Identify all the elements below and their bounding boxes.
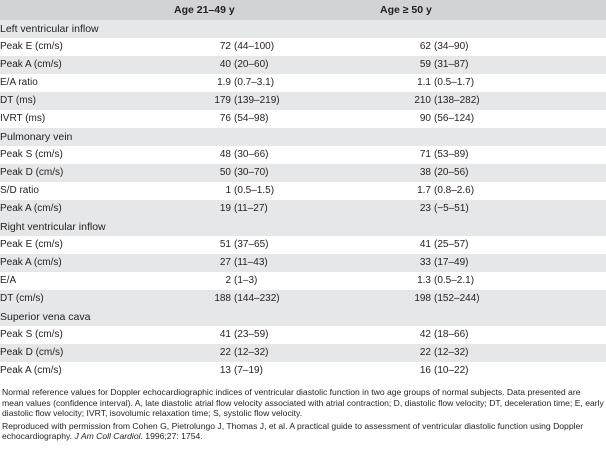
value-cell-age-21-49 — [174, 92, 380, 110]
table-row — [0, 110, 606, 128]
value-cell-age-21-49 — [174, 182, 380, 200]
confidence-interval: (37–65) — [234, 239, 269, 250]
row-label: Peak A (cm/s) — [0, 254, 174, 272]
confidence-interval: (0.7–3.1) — [234, 77, 275, 88]
value-cell-age-50-plus — [380, 290, 606, 308]
table-row — [0, 38, 606, 56]
table-row — [0, 182, 606, 200]
table-source — [2, 421, 604, 442]
confidence-interval: (11–43) — [234, 257, 268, 268]
confidence-interval: (139–219) — [234, 95, 280, 106]
section-title: Right ventricular inflow — [0, 218, 606, 236]
value-cell-age-21-49 — [174, 56, 380, 74]
value-cell-age-21-49 — [174, 362, 380, 380]
value-cell-age-50-plus — [380, 326, 606, 344]
confidence-interval: (30–70) — [234, 167, 269, 178]
value-cell-age-21-49 — [174, 146, 380, 164]
confidence-interval: (12–32) — [434, 347, 469, 358]
table-legend: Normal reference values for Doppler echocardiographic indices of ventricular diastolic function in two age groups of normal subjects. Data presented are mean values (confidence interval). A, late diastolic atrial flow velocity associated with atrial contraction; D, diastolic flow velocity; DT, deceleration time; E, early diastolic flow velocity; IVRT, isovolumic relaxation time; S, systolic flow velocity. — [2, 387, 604, 418]
value-cell-age-50-plus — [380, 164, 606, 182]
mean-value: 1.7 — [417, 185, 431, 196]
value-cell-age-50-plus — [380, 56, 606, 74]
confidence-interval: (23–59) — [234, 329, 269, 340]
value-cell-age-50-plus — [380, 92, 606, 110]
confidence-interval: (138–282) — [434, 95, 480, 106]
row-label: Peak S (cm/s) — [0, 326, 174, 344]
confidence-interval: (11–27) — [234, 203, 268, 214]
confidence-interval: (144–232) — [234, 293, 280, 304]
table-row — [0, 362, 606, 380]
section-row — [0, 308, 606, 326]
value-cell-age-50-plus — [380, 110, 606, 128]
row-label: IVRT (ms) — [0, 110, 174, 128]
mean-value: 40 — [219, 59, 231, 70]
confidence-interval: (56–124) — [434, 113, 475, 124]
mean-value: 38 — [419, 167, 431, 178]
confidence-interval: (25–57) — [434, 239, 469, 250]
confidence-interval: (53–89) — [434, 149, 469, 160]
row-label: Peak D (cm/s) — [0, 164, 174, 182]
confidence-interval: (34–90) — [434, 41, 469, 52]
section-title: Pulmonary vein — [0, 128, 606, 146]
table-row — [0, 236, 606, 254]
value-cell-age-50-plus — [380, 362, 606, 380]
source-journal: J Am Coll Cardiol — [74, 431, 141, 441]
value-cell-age-50-plus — [380, 182, 606, 200]
confidence-interval: (0.8–2.6) — [434, 185, 475, 196]
confidence-interval: (30–66) — [234, 149, 269, 160]
table-row — [0, 200, 606, 218]
value-cell-age-50-plus — [380, 200, 606, 218]
mean-value: 188 — [214, 293, 231, 304]
source-suffix: . 1996;27: 1754. — [140, 431, 203, 441]
confidence-interval: (31–87) — [434, 59, 469, 70]
row-label: DT (cm/s) — [0, 290, 174, 308]
mean-value: 62 — [419, 41, 431, 52]
value-cell-age-21-49 — [174, 164, 380, 182]
mean-value: 90 — [419, 113, 431, 124]
mean-value: 33 — [419, 257, 431, 268]
value-cell-age-21-49 — [174, 74, 380, 92]
value-cell-age-50-plus — [380, 146, 606, 164]
value-cell-age-21-49 — [174, 110, 380, 128]
value-cell-age-21-49 — [174, 344, 380, 362]
value-cell-age-21-49 — [174, 236, 380, 254]
mean-value: 22 — [419, 347, 431, 358]
header-age-21-49: Age 21–49 y — [174, 4, 235, 16]
mean-value: 71 — [419, 149, 431, 160]
confidence-interval: (1–3) — [234, 275, 258, 286]
table-row — [0, 254, 606, 272]
source-prefix: Reproduced with permission from Cohen G, Pietrolungo J, Thomas J, et al. A practical guide to assessment of ventricular diastolic function using Doppler echocardiography. — [2, 420, 584, 441]
section-title: Superior vena cava — [0, 308, 606, 326]
confidence-interval: (0.5–1.5) — [234, 185, 275, 196]
value-cell-age-21-49 — [174, 254, 380, 272]
mean-value: 1.3 — [417, 275, 431, 286]
confidence-interval: (152–244) — [434, 293, 480, 304]
row-label: DT (ms) — [0, 92, 174, 110]
table-header-row — [0, 0, 606, 20]
mean-value: 198 — [414, 293, 431, 304]
value-cell-age-21-49 — [174, 200, 380, 218]
value-cell-age-21-49 — [174, 290, 380, 308]
value-cell-age-50-plus — [380, 38, 606, 56]
table-row — [0, 92, 606, 110]
mean-value: 210 — [414, 95, 431, 106]
value-cell-age-50-plus — [380, 236, 606, 254]
row-label: Peak A (cm/s) — [0, 56, 174, 74]
mean-value: 1.1 — [417, 77, 431, 88]
mean-value: 76 — [219, 113, 231, 124]
table-row — [0, 74, 606, 92]
row-label: Peak A (cm/s) — [0, 200, 174, 218]
header-label-cell — [0, 0, 174, 20]
confidence-interval: (20–56) — [434, 167, 469, 178]
row-label: E/A ratio — [0, 74, 174, 92]
table-row — [0, 56, 606, 74]
mean-value: 22 — [219, 347, 231, 358]
section-row — [0, 20, 606, 38]
value-cell-age-50-plus — [380, 272, 606, 290]
header-age-50-plus: Age ≥ 50 y — [380, 4, 432, 16]
mean-value: 1 — [225, 185, 231, 196]
row-label: S/D ratio — [0, 182, 174, 200]
mean-value: 72 — [219, 41, 231, 52]
value-cell-age-21-49 — [174, 326, 380, 344]
value-cell-age-50-plus — [380, 344, 606, 362]
table-row — [0, 164, 606, 182]
value-cell-age-21-49 — [174, 272, 380, 290]
row-label: Peak D (cm/s) — [0, 344, 174, 362]
row-label: Peak S (cm/s) — [0, 146, 174, 164]
table-row — [0, 344, 606, 362]
mean-value: 42 — [419, 329, 431, 340]
confidence-interval: (−5–51) — [434, 203, 469, 214]
confidence-interval: (0.5–1.7) — [434, 77, 475, 88]
mean-value: 179 — [214, 95, 231, 106]
mean-value: 13 — [219, 365, 231, 376]
mean-value: 41 — [219, 329, 231, 340]
confidence-interval: (7–19) — [234, 365, 263, 376]
confidence-interval: (17–49) — [434, 257, 469, 268]
row-label: E/A — [0, 272, 174, 290]
table-row — [0, 272, 606, 290]
confidence-interval: (44–100) — [234, 41, 275, 52]
confidence-interval: (20–60) — [234, 59, 269, 70]
table-row — [0, 326, 606, 344]
mean-value: 48 — [219, 149, 231, 160]
mean-value: 59 — [419, 59, 431, 70]
confidence-interval: (54–98) — [234, 113, 269, 124]
table-row — [0, 290, 606, 308]
section-row — [0, 218, 606, 236]
value-cell-age-50-plus — [380, 74, 606, 92]
mean-value: 27 — [219, 257, 231, 268]
mean-value: 1.9 — [217, 77, 231, 88]
confidence-interval: (10–22) — [434, 365, 469, 376]
confidence-interval: (12–32) — [234, 347, 269, 358]
value-cell-age-50-plus — [380, 254, 606, 272]
mean-value: 50 — [219, 167, 231, 178]
table-row — [0, 146, 606, 164]
mean-value: 23 — [419, 203, 431, 214]
mean-value: 41 — [419, 239, 431, 250]
row-label: Peak E (cm/s) — [0, 38, 174, 56]
table-body — [0, 20, 606, 380]
value-cell-age-21-49 — [174, 38, 380, 56]
mean-value: 19 — [219, 203, 231, 214]
mean-value: 2 — [225, 275, 231, 286]
table-footnotes — [2, 387, 604, 442]
section-row — [0, 128, 606, 146]
mean-value: 51 — [219, 239, 231, 250]
row-label: Peak A (cm/s) — [0, 362, 174, 380]
confidence-interval: (0.5–2.1) — [434, 275, 475, 286]
mean-value: 16 — [419, 365, 431, 376]
row-label: Peak E (cm/s) — [0, 236, 174, 254]
section-title: Left ventricular inflow — [0, 20, 606, 38]
confidence-interval: (18–66) — [434, 329, 469, 340]
